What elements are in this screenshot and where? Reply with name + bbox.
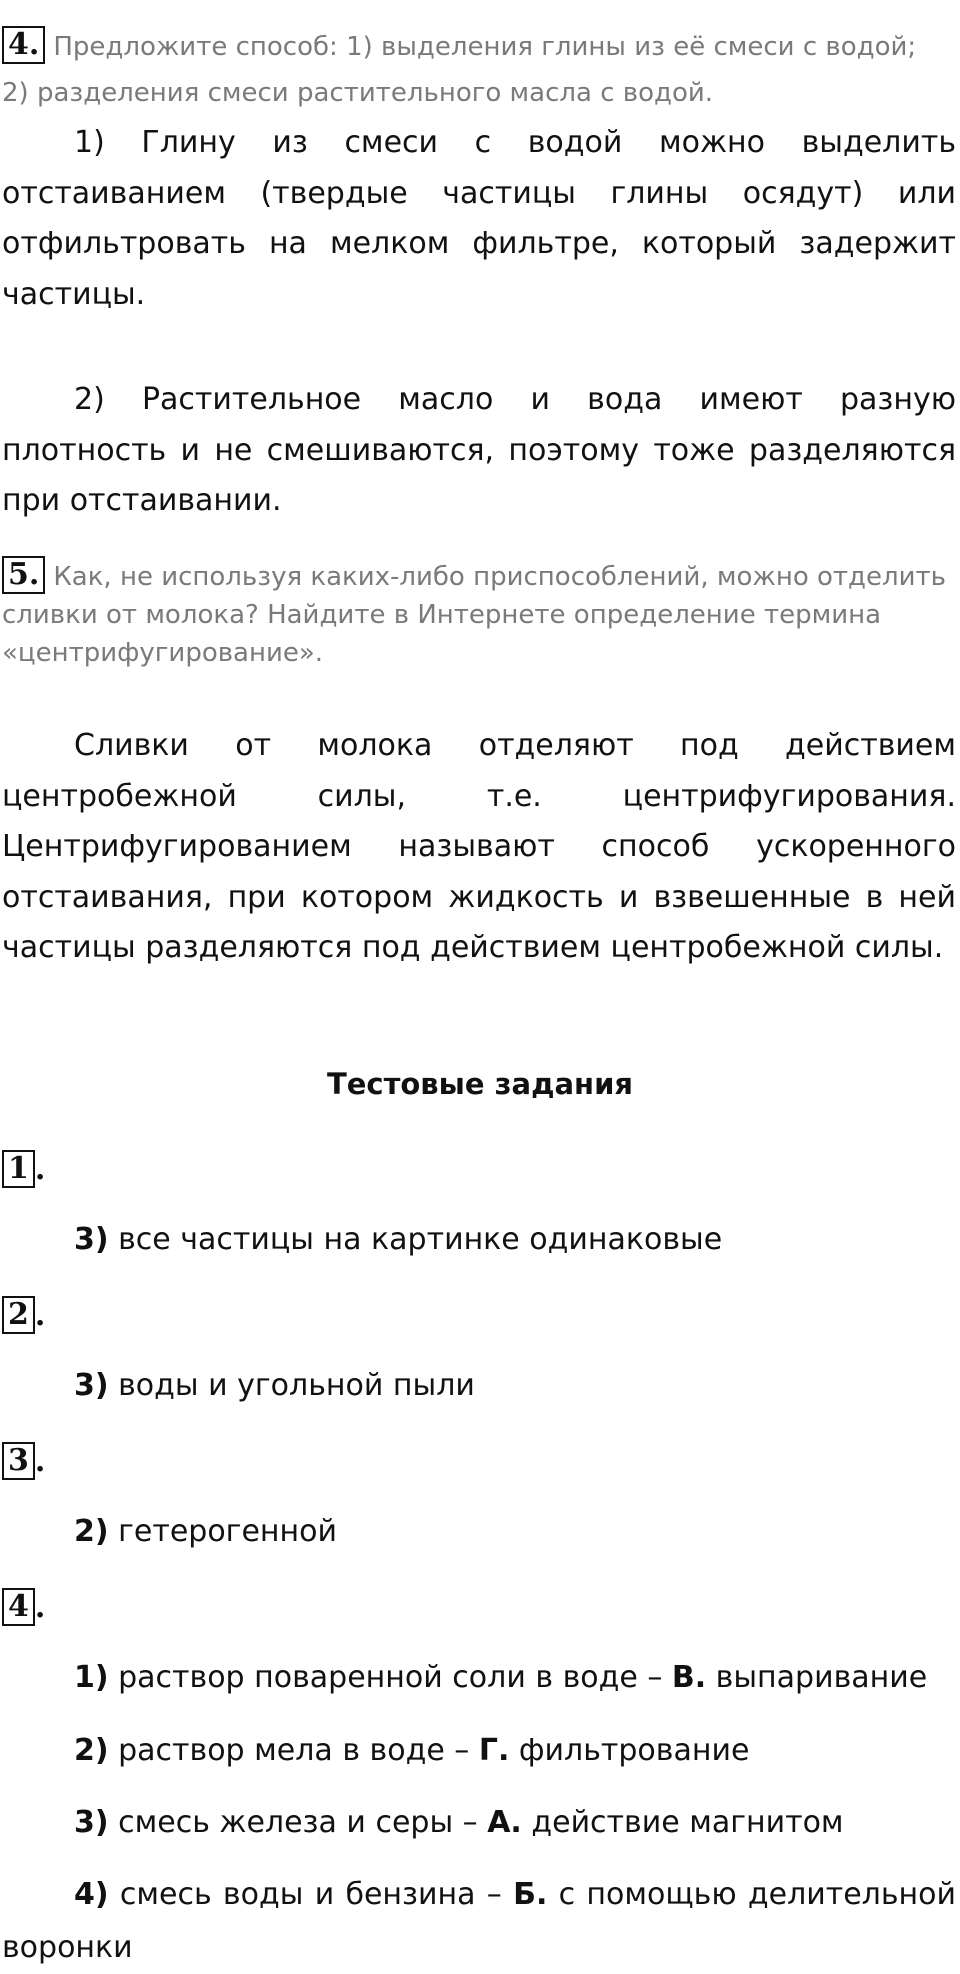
test-item-4-answer-2 [74,1731,956,1771]
task-number-box [2,1296,35,1334]
answer-method: выпаривание [706,1660,928,1695]
answer-text: 1) Глину из смеси с водой можно выделить отстаиванием (твердые частицы глины осядут) или отфильтровать на мелком фильтре, который задержит частицы. [2,125,956,312]
test-item-2-answer [74,1366,956,1406]
task-number: 4 [8,1589,29,1624]
answer-text: воды и угольной пыли [108,1368,475,1403]
task-5-question [2,556,958,672]
test-item-4-answer-3 [74,1803,956,1843]
task-4-answer-2 [2,375,956,527]
test-item-2-number: 2 . [2,1296,45,1334]
answer-key: 1) [74,1660,109,1695]
question-line: Предложите способ: 1) выделения глины из её смеси с водой; [53,32,917,62]
test-item-1-answer [74,1220,956,1260]
answer-text: смесь железа и серы – [108,1805,488,1840]
answer-key: 2) [74,1733,109,1768]
answer-text: смесь воды и бензина – [108,1877,514,1912]
answer-key: 3) [74,1805,109,1840]
task-number: 3 [8,1443,29,1478]
test-item-4-answer-1 [74,1658,956,1698]
answer-key: 3) [74,1368,109,1403]
answer-letter: А. [487,1805,522,1840]
task-number: 2 [8,1297,29,1332]
answer-text: Сливки от молока отделяют под действием центробежной силы, т.е. центрифугирования. Центрифугированием называют способ ускоренного отстаивания, при котором жидкость и взвешенные в ней частицы разделяются под действием центробежной силы. [2,728,956,965]
test-item-4-answer-4 [2,1868,956,1974]
answer-method: с помощью делительной воронки [2,1877,956,1965]
test-item-4-number: 4 . [2,1588,45,1626]
question-line: «центрифугирование». [2,638,324,668]
answer-key: 2) [74,1514,109,1549]
task-4-question [2,24,958,116]
question-line: Как, не используя каких-либо приспособлений, можно отделить [53,562,946,592]
task-number-box [2,1588,35,1626]
answer-letter: В. [671,1660,707,1695]
task-4-answer-1 [2,118,956,320]
task-number: 4 [8,27,29,62]
answer-method: действие магнитом [521,1805,844,1840]
answer-method: фильтрование [509,1733,750,1768]
task-number-box: 4. [2,26,45,64]
test-item-3-number: 3 . [2,1442,45,1480]
task-5-answer [2,721,956,974]
section-title: Тестовые задания [326,1067,634,1101]
task-number-box [2,1150,35,1188]
task-number: 1 [8,1151,29,1186]
question-line: сливки от молока? Найдите в Интернете определение термина [2,600,882,630]
task-number: 5 [8,557,29,592]
answer-text: 2) Растительное масло и вода имеют разную плотность и не смешиваются, поэтому тоже разделяются при отстаивании. [2,382,956,518]
answer-text: раствор мела в воде – [108,1733,479,1768]
task-number-box [2,1442,35,1480]
answer-key: 4) [74,1877,109,1912]
question-line: 2) разделения смеси растительного масла с водой. [2,78,714,108]
test-item-3-answer [74,1512,956,1552]
answer-key: 3) [74,1222,109,1257]
answer-text: раствор поваренной соли в воде – [108,1660,672,1695]
test-item-1-number: 1 . [2,1150,45,1188]
answer-text: гетерогенной [108,1514,337,1549]
answer-letter: Г. [478,1733,510,1768]
answer-text: все частицы на картинке одинаковые [108,1222,723,1257]
answer-letter: Б. [513,1877,548,1912]
task-number-box: 5. [2,556,45,594]
